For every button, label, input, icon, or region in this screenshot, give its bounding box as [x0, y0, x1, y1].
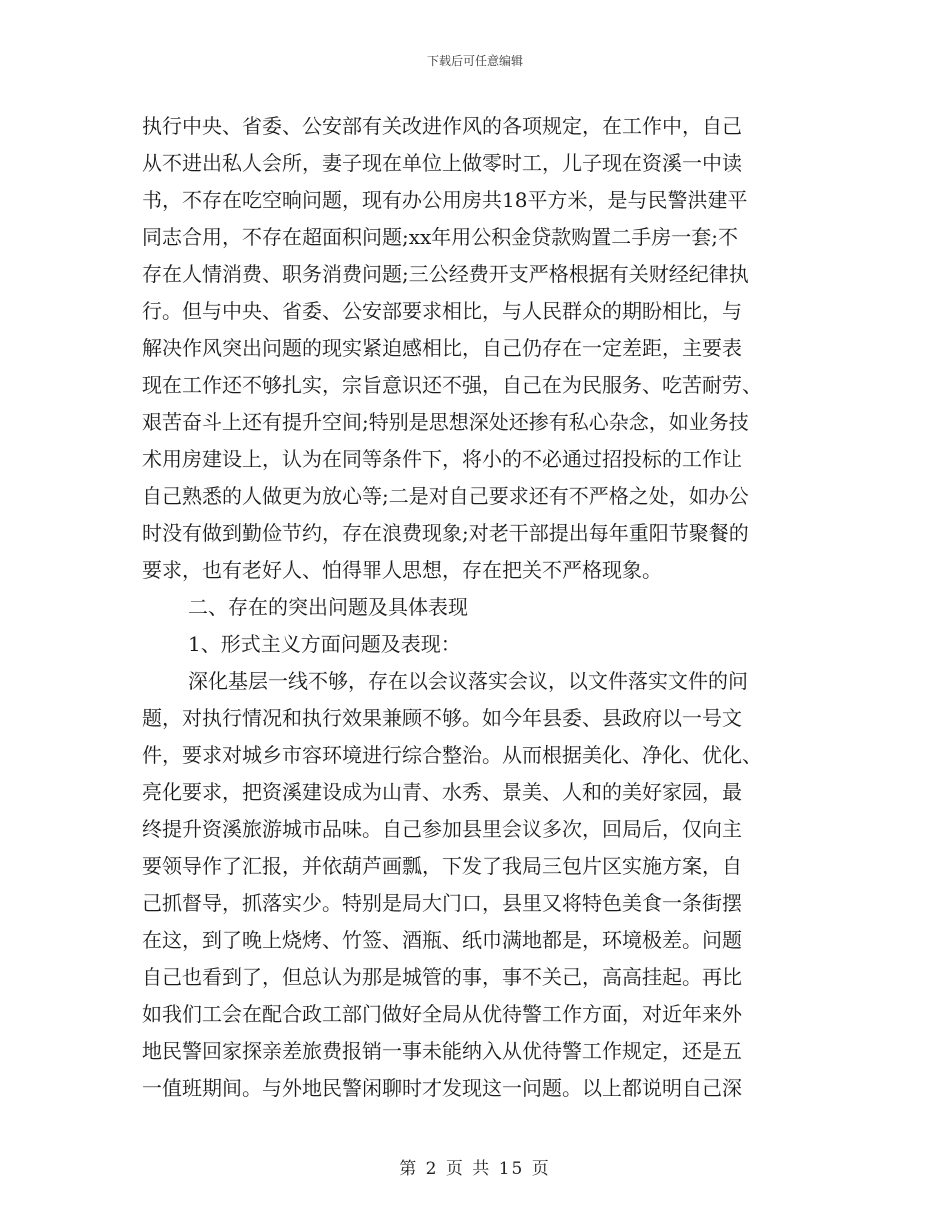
text-line: 书，不存在吃空晌问题，现有办公用房共18平方米，是与民警洪建平	[142, 188, 748, 212]
document-body	[142, 108, 810, 1107]
text-line: 要领导作了汇报，并依葫芦画瓢，下发了我局三包片区实施方案，自	[142, 854, 742, 878]
text-line: 地民警回家探亲差旅费报销一事未能纳入从优待警工作规定，还是五	[142, 1039, 742, 1063]
text-line: 亮化要求，把资溪建设成为山青、水秀、景美、人和的美好家园，最	[142, 780, 742, 804]
text-line: 深化基层一线不够，存在以会议落实会议，以文件落实文件的问	[188, 669, 748, 693]
text-line: 艰苦奋斗上还有提升空间;特别是思想深处还掺有私心杂念，如业务技	[142, 410, 749, 434]
text-line: 时没有做到勤俭节约，存在浪费现象;对老干部提出每年重阳节聚餐的	[142, 521, 749, 545]
text-line: 行。但与中央、省委、公安部要求相比，与人民群众的期盼相比，与	[142, 299, 742, 323]
text-line: 自己也看到了，但总认为那是城管的事，事不关己，高高挂起。再比	[142, 965, 742, 989]
text-line: 术用房建设上，认为在同等条件下，将小的不必通过招投标的工作让	[142, 447, 742, 471]
text-line: 己抓督导，抓落实少。特别是局大门口，县里又将特色美食一条街摆	[142, 891, 742, 915]
text-line: 一值班期间。与外地民警闲聊时才发现这一问题。以上都说明自己深	[142, 1076, 742, 1100]
text-line: 同志合用，不存在超面积问题;xx年用公积金贷款购置二手房一套;不	[142, 225, 739, 249]
section-heading: 二、存在的突出问题及具体表现	[188, 595, 468, 619]
text-line: 终提升资溪旅游城市品味。自己参加县里会议多次，回局后，仅向主	[142, 817, 742, 841]
text-line: 执行中央、省委、公安部有关改进作风的各项规定，在工作中，自己	[142, 114, 742, 138]
text-line: 在这，到了晚上烧烤、竹签、酒瓶、纸巾满地都是，环境极差。问题	[142, 928, 742, 952]
text-line: 现在工作还不够扎实，宗旨意识还不强，自己在为民服务、吃苦耐劳、	[142, 373, 762, 397]
text-line: 自己熟悉的人做更为放心等;二是对自己要求还有不严格之处，如办公	[142, 484, 749, 508]
text-line: 从不进出私人会所，妻子现在单位上做零时工，儿子现在资溪一中读	[142, 151, 742, 175]
text-line: 存在人情消费、职务消费问题;三公经费开支严格根据有关财经纪律执	[142, 262, 749, 286]
page-header: 下载后可任意编辑	[426, 54, 523, 68]
text-line: 件，要求对城乡市容环境进行综合整治。从而根据美化、净化、优化、	[142, 743, 762, 767]
text-line: 如我们工会在配合政工部门做好全局从优待警工作方面，对近年来外	[142, 1002, 742, 1026]
text-line: 要求，也有老好人、怕得罪人思想，存在把关不严格现象。	[142, 558, 662, 582]
text-line: 题，对执行情况和执行效果兼顾不够。如今年县委、县政府以一号文	[142, 706, 742, 730]
text-line: 解决作风突出问题的现实紧迫感相比，自己仍存在一定差距，主要表	[142, 336, 742, 360]
subsection-heading: 1、形式主义方面问题及表现：	[188, 632, 461, 656]
page-number: 第 2 页 共 15 页	[399, 1159, 551, 1179]
